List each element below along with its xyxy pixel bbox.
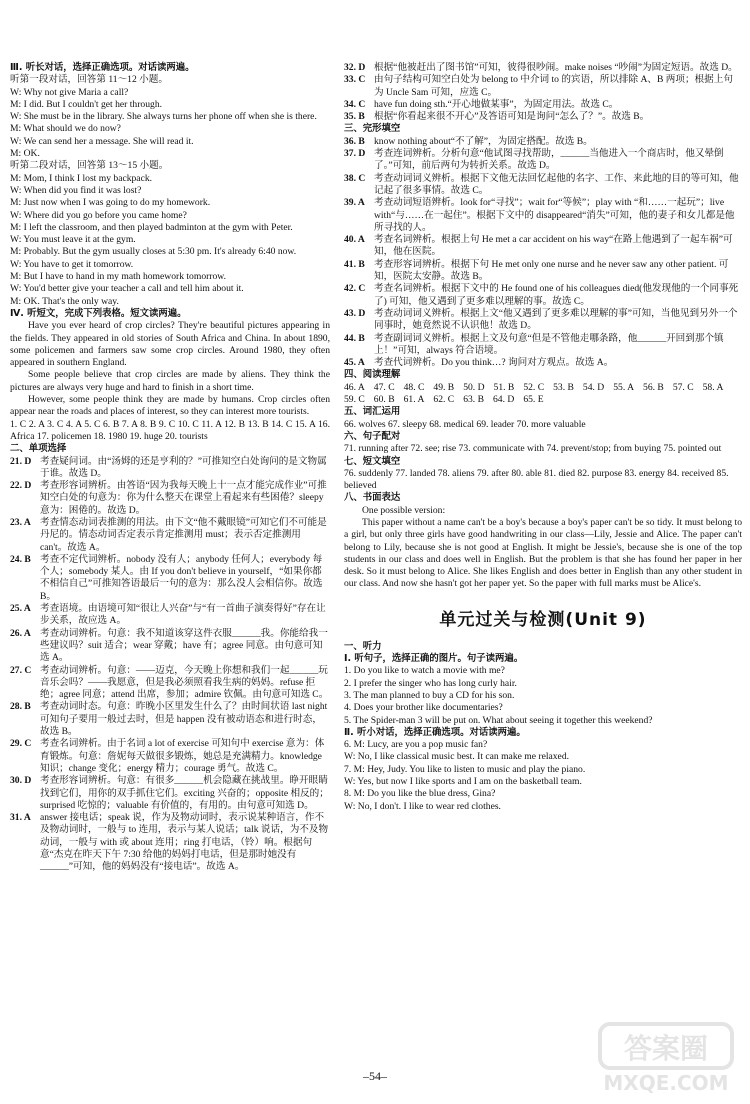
passage-paragraph: Some people believe that crop circles are made by aliens. They think the pictures are always very huge and hard to finish in a short time. <box>10 369 330 393</box>
reading-answer: 57. C <box>672 381 694 393</box>
dialog-line: W: You must leave it at the gym. <box>10 234 136 246</box>
section-heading: 二、单项选择 <box>10 443 67 455</box>
answer-explanation: 考查形容词辨析。由答语“因为我每天晚上十一点才能完成作业”可推知空白处的句意为：你为什么整天在课堂上看起来有些困倦？sleepy 意为：困倦的。故选 D。 <box>40 480 327 516</box>
answer-item <box>10 480 330 517</box>
section-heading: Ⅲ. 听长对话，选择正确选项。对话读两遍。 <box>10 62 195 73</box>
answer-item <box>344 136 742 148</box>
svg-text:MXQE.COM: MXQE.COM <box>603 1071 729 1095</box>
listening-passage <box>10 320 330 418</box>
passage-paragraph: Have you ever heard of crop circles? They're beautiful pictures appearing in the fields. They appeared in old stories of South Africa and China. In about 1890, some policemen and farmers saw some crop circles. Around 1980, they often appeared in southern England. <box>10 320 330 369</box>
page-number: –54– <box>363 1069 387 1083</box>
dialog-line: M: I left the classroom, and then played badminton at the gym with Peter. <box>10 221 293 233</box>
unit-title: 单元过关与检测(Unit 9) <box>439 609 647 630</box>
answer-number: 28. B <box>10 701 31 713</box>
answer-item <box>10 517 330 554</box>
vocab-answers: 66. wolves 67. sleepy 68. medical 69. leader 70. more valuable <box>344 418 586 430</box>
section-heading: 七、短文填空 <box>344 455 401 467</box>
answer-item <box>10 554 330 603</box>
passage-paragraph: However, some people think they are made by humans. Crop circles often appear near the roads and places of interest, so they can interest more tourists. <box>10 394 330 418</box>
reading-answer: 61. A <box>403 394 425 406</box>
answer-number: 36. B <box>344 135 365 147</box>
answer-item <box>10 812 330 873</box>
subsection-heading: Ⅱ. 听小对话，选择正确选项。对话读两遍。 <box>344 726 526 738</box>
answer-number: 38. C <box>344 172 366 184</box>
reading-answer: 58. A <box>702 381 724 393</box>
answer-number: 32. D <box>344 62 366 73</box>
dialog-intro: 听第一段对话，回答第 11～12 小题。 <box>10 74 168 86</box>
dialog-line: M: What should we do now? <box>10 123 121 135</box>
dialog-line: W: She must be in the library. She always turns her phone off when she is there. <box>10 111 317 123</box>
test-dialog-line: W: No, I don't. I like to wear red clothes. <box>344 800 501 812</box>
answer-explanation: 考查连词辨析。分析句意“他试图寻找帮助，______当他进入一个商店时，他又晕倒了。”可知，前后两句为转折关系。故选 D。 <box>374 148 724 172</box>
test-sentence: 3. The man planned to buy a CD for his son. <box>344 689 515 701</box>
section-heading: 三、完形填空 <box>344 123 401 135</box>
reading-answer: 46. A <box>344 381 365 393</box>
reading-answer: 56. B <box>643 381 664 393</box>
answer-number: 39. A <box>344 197 365 209</box>
answer-explanation: 考查副词词义辨析。根据上文及句意“但是不管他走哪条路，他______开回到那个镇上！”可知，always 符合语境。 <box>374 332 724 356</box>
reading-answers <box>344 382 742 407</box>
answer-number: 42. C <box>344 283 366 295</box>
answer-number: 35. B <box>344 111 365 123</box>
dialog-line: M: But I have to hand in my math homework tomorrow. <box>10 271 227 283</box>
answer-item <box>344 333 742 358</box>
answer-explanation: 考查形容词辨析。根据下句 He met only one nurse and he never saw any other patient. 可知，医院太安静。故选 B。 <box>374 258 729 283</box>
answer-explanation: have fun doing sth.“开心地做某事”，为固定用法。故选 C。 <box>374 98 619 110</box>
dialog-line: M: I did. But I couldn't get her through. <box>10 98 163 110</box>
answer-number: 43. D <box>344 307 366 319</box>
answer-item <box>344 148 742 173</box>
cloze-answers <box>344 136 742 370</box>
answer-item <box>344 74 742 99</box>
answer-explanation: 考查代词辨析。Do you think…? 询问对方观点。故选 A。 <box>374 357 614 369</box>
reading-answer: 63. B <box>463 394 484 406</box>
listening-answers: 1. C 2. A 3. C 4. A 5. C 6. B 7. A 8. B 9. C 10. C 11. A 12. B 13. B 14. C 15. A 16. Africa 17. policemen 18. 1980 19. huge 20. tourists <box>10 418 330 442</box>
answer-explanation: 考查名词辨析。由于名词 a lot of exercise 可知句中 exercise 意为：体育锻炼。句意：詹妮每天做很多锻炼，她总是充满精力。knowledge 知识；change 变化；energy 精力；courage 勇气。故选 C。 <box>40 738 325 774</box>
answer-number: 29. C <box>10 738 32 750</box>
answer-explanation: 考查语境。由语境可知“很让人兴奋”与“有一首曲子演奏得好”存在让步关系，故应选 A。 <box>40 603 326 627</box>
answer-item <box>10 775 330 812</box>
dialog-2 <box>10 173 330 308</box>
answer-item <box>344 234 742 259</box>
answer-item <box>10 628 330 665</box>
fill-answers: 76. suddenly 77. landed 78. aliens 79. after 80. able 81. died 82. purpose 83. energy 84. received 85. believed <box>344 467 729 492</box>
right-column <box>344 62 742 813</box>
listening-dialogs <box>344 739 742 813</box>
version-label: One possible version: <box>362 504 446 516</box>
answer-number: 30. D <box>10 775 32 787</box>
answer-explanation: know nothing about“不了解”，为固定搭配。故选 B。 <box>374 135 593 147</box>
answer-explanation: 根据“你看起来很不开心”及答语可知是询问“怎么了？”。故选 B。 <box>374 111 650 123</box>
reading-answer: 51. B <box>493 381 515 393</box>
answer-explanation: 考查动词辨析。句意：——迈克，今天晚上你想和我们一起______玩音乐会吗？——我愿意，但是我必须照看我生病的妈妈。refuse 拒绝；agree 同意；attend 出席，参加；admire 钦佩。由句意可知选 C。 <box>40 664 329 701</box>
answer-item <box>10 701 330 738</box>
answer-explanation: 考查名词辨析。根据上句 He met a car accident on his way“在路上他遇到了一起车祸”可知，他在医院。 <box>374 234 733 258</box>
section-heading: 六、句子配对 <box>344 430 401 442</box>
dialog-line: M: OK. <box>10 148 40 160</box>
answer-number: 23. A <box>10 516 31 528</box>
answer-explanation: 考查动词词义辨析。根据上文“他又遇到了更多难以理解的事”可知，当他见到另外一个同事时，她竟然说不认识他！故选 D。 <box>374 307 738 332</box>
reading-answer: 50. D <box>463 381 485 393</box>
section-heading: 一、听力 <box>344 640 382 652</box>
reading-answer: 65. E <box>523 394 544 406</box>
dialog-line: W: Why not give Maria a call? <box>10 86 129 98</box>
reading-answer: 49. B <box>433 381 455 393</box>
svg-text:答案圈: 答案圈 <box>623 1032 709 1065</box>
dialog-line: W: Where did you go before you came home? <box>10 209 187 221</box>
answer-item <box>344 99 742 111</box>
section-heading: Ⅳ. 听短文，完成下列表格。短文读两遍。 <box>10 307 187 319</box>
answer-explanation: 考查动词辨析。句意：我不知道该穿这件衣服______我。你能给我一些建议吗？suit 适合；wear 穿戴；have 有；agree 同意。由句意可知选 A。 <box>40 627 328 664</box>
reading-answer: 64. D <box>492 394 515 406</box>
dialog-line: M: OK. That's the only way. <box>10 295 119 307</box>
answer-item <box>344 62 742 74</box>
test-dialog-line: 8. M: Do you like the blue dress, Gina? <box>344 788 496 800</box>
answer-explanation: 考查动词短语辨析。look for“寻找”；wait for“等候”；play with “和……一起玩”；live with“与……在一起住”。根据下文中的 disappeared“消失”可知，他的妻子和女儿都是他所寻找的人。 <box>374 197 735 233</box>
answer-number: 31. A <box>10 812 31 824</box>
answer-number: 45. A <box>344 357 365 369</box>
answer-number: 27. C <box>10 664 32 676</box>
subsection-heading: Ⅰ. 听句子，选择正确的图片。句子读两遍。 <box>344 653 524 665</box>
test-dialog-line: W: Yes, but now I like sports and I am on the basketball team. <box>344 776 582 788</box>
answer-number: 33. C <box>344 74 366 86</box>
answer-explanation: 考查名词辨析。根据下文中的 He found one of his colleagues died(他发现他的一个同事死了) 可知，他又遇到了更多难以理解的事。故选 C。 <box>374 283 739 307</box>
reading-answer: 62. C <box>433 394 455 406</box>
answer-item <box>10 456 330 481</box>
reading-answer: 48. C <box>403 381 425 393</box>
test-dialog-line: 7. M: Hey, Judy. You like to listen to music and play the piano. <box>344 763 586 775</box>
test-sentence: 4. Does your brother like documentaries? <box>344 702 503 714</box>
answer-explanation: 根据“他被赶出了图书馆”可知，彼得很吵闹。make noises “吵闹”为固定短语。故选 D。 <box>374 62 738 73</box>
answer-explanation: 考查情态动词表推测的用法。由下文“他不戴眼镜”可知它们不可能是丹尼的。情态动词否定表示肯定推测用 must；表示否定推测用 can't。故选 A。 <box>40 516 327 553</box>
dialog-line: W: You have to get it tomorrow. <box>10 258 134 270</box>
answer-number: 44. B <box>344 332 365 344</box>
answer-item <box>344 357 742 369</box>
answer-explanation: 由句子结构可知空白处为 belong to 中介词 to 的宾语，所以排除 A、B 两项；根据上句为 Uncle Sam 可知，应选 C。 <box>374 74 733 98</box>
listening-sentences <box>344 665 742 726</box>
dialog-line: M: Just now when I was going to do my homework. <box>10 197 211 209</box>
answer-explanation: 考查疑问词。由“汤姆的还是亨利的？”可推知空白处询问的是文物属于谁。故选 D。 <box>40 455 327 479</box>
dialog-intro: 听第二段对话，回答第 13～15 小题。 <box>10 160 169 172</box>
answer-number: 22. D <box>10 480 32 492</box>
dialog-line: M: Probably. But the gym usually closes at 5:30 pm. It's already 6:40 now. <box>10 246 297 258</box>
dialog-1 <box>10 87 330 161</box>
test-dialog-line: 6. M: Lucy, are you a pop music fan? <box>344 739 488 751</box>
answer-number: 24. B <box>10 553 31 565</box>
answer-item <box>10 603 330 628</box>
dialog-line: M: Mom, I think I lost my backpack. <box>10 172 153 184</box>
dialog-line: W: When did you find it was lost? <box>10 184 142 196</box>
answer-item <box>344 197 742 234</box>
single-choice-answers <box>10 456 330 874</box>
answer-item <box>344 111 742 123</box>
answer-explanation: 考查动词时态。句意：昨晚小区里发生什么了？由时间状语 last night 可知句子要用一般过去时，但是 happen 没有被动语态和进行时态，故选 B。 <box>40 701 328 738</box>
answer-number: 40. A <box>344 234 365 246</box>
answer-item <box>10 738 330 775</box>
answer-explanation: 考查形容词辨析。句意：有很多______机会隐藏在挑战里。睁开眼睛找到它们，用你的双手抓住它们。exciting 兴奋的；opposite 相反的；surprised 吃惊的；valuable 有价值的，有用的。由句意可知选 D。 <box>40 775 329 811</box>
single-choice-answers-cont <box>344 62 742 123</box>
test-sentence: 1. Do you like to watch a movie with me? <box>344 665 505 677</box>
reading-answer: 52. C <box>523 381 545 393</box>
answer-item <box>344 283 742 308</box>
answer-item <box>344 173 742 198</box>
answer-item <box>344 308 742 333</box>
reading-answer: 55. A <box>613 381 635 393</box>
section-heading: 五、词汇运用 <box>344 406 401 418</box>
test-sentence: 2. I prefer the singer who has long curly hair. <box>344 677 517 689</box>
answer-explanation: 考查动词词义辨析。根据下文他无法回忆起他的名字、工作、来此地的目的等可知，他记起了很多事情。故选 C。 <box>374 172 739 196</box>
reading-answer: 53. B <box>553 381 574 393</box>
answer-item <box>344 259 742 284</box>
answer-number: 37. D <box>344 148 366 160</box>
answer-number: 25. A <box>10 603 31 615</box>
dialog-line: W: You'd better give your teacher a call and tell him about it. <box>10 283 244 295</box>
sentence-answers: 71. running after 72. see; rise 73. communicate with 74. prevent/stop; from buying 75. pointed out <box>344 443 722 455</box>
answer-number: 41. B <box>344 258 365 270</box>
essay: This paper without a name can't be a boy's because a boy's paper can't be so tidy. It must belong to a girl, but only three girls have good handwriting in our class—Lily, Jessie and Alice. The paper can't belong to Lily, because she is not good at English. It might be Jessie's, because she is one of the top students in our class and does well in English. But the problem is that she has found her paper in her desk. So it must belong to Alice. She likes English and does better in English than any other student in our class. And now she hasn't got her paper yet. So the paper with full marks must be Alice's. <box>344 516 742 590</box>
section-heading: 八、书面表达 <box>344 492 401 504</box>
answer-item <box>10 665 330 702</box>
watermark-logo <box>596 1018 736 1096</box>
reading-answer: 60. B <box>373 394 395 406</box>
answer-number: 21. D <box>10 455 32 467</box>
reading-answer: 47. C <box>373 381 395 393</box>
answer-explanation: answer 接电话；speak 说，作为及物动词时，表示说某种语言，作不及物动词时，一般与 to 连用，表示与某人说话；talk 说话，为不及物动词，一般与 with 或 about 连用；ring 打电话，（铃）响。根据句意“杰克在昨天下午 7:30 给他的妈妈打电话，但是那时她没有______”可知，他的妈妈没有“接电话”。故选 A。 <box>40 812 329 873</box>
test-dialog-line: W: No, I like classical music best. It can make me relaxed. <box>344 751 570 763</box>
left-column <box>10 62 330 874</box>
section-heading: 四、阅读理解 <box>344 369 401 381</box>
answer-number: 34. C <box>344 98 366 110</box>
dialog-line: W: We can send her a message. She will read it. <box>10 135 194 147</box>
reading-answer: 59. C <box>344 394 365 406</box>
reading-answer: 54. D <box>582 381 605 393</box>
answer-number: 26. A <box>10 627 31 639</box>
answer-explanation: 考查不定代词辨析。nobody 没有人；anybody 任何人；everybody 每个人；somebody 某人。由 If you don't believe in yourself，“如果你都不相信自己”可推知答语最后一句的意为：那么没人会相信你。故选 B。 <box>40 553 323 602</box>
test-sentence: 5. The Spider-man 3 will be put on. What about seeing it together this weekend? <box>344 714 653 726</box>
